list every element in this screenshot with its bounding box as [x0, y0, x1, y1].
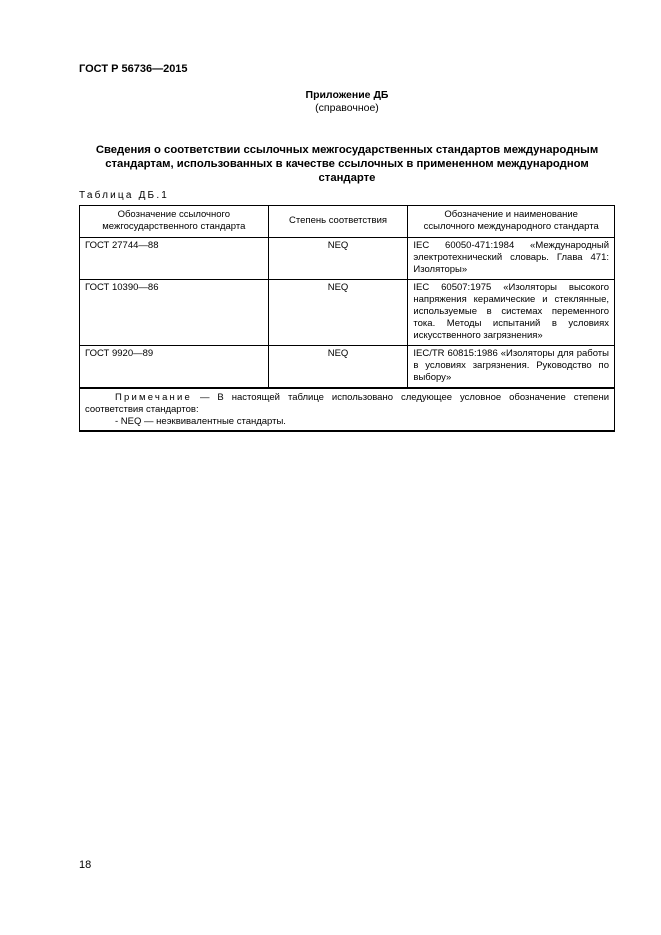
gost-cell: ГОСТ 27744—88 — [80, 238, 269, 280]
note-item: - NEQ — неэквивалентные стандарты. — [115, 416, 286, 427]
table-row — [80, 238, 615, 280]
appendix-subtitle: (справочное) — [315, 102, 379, 114]
table-caption: Таблица ДБ.1 — [79, 190, 170, 201]
document-code: ГОСТ Р 56736—2015 — [79, 63, 188, 75]
heading-line: Сведения о соответствии ссылочных межгосударственных стандартов международным — [95, 144, 599, 156]
intl-standard-cell: IEC 60050-471:1984 «Международный электротехнический словарь. Глава 471: Изоляторы» — [408, 238, 615, 280]
appendix-title: Приложение ДБ — [305, 89, 389, 101]
column-header-gost: Обозначение ссылочного межгосударственного стандарта — [80, 206, 269, 238]
note-text: — В настоящей таблице использовано следующее условное обозначение степени соответствия стандартов: — [85, 392, 609, 415]
degree-cell: NEQ — [268, 346, 408, 389]
degree-cell: NEQ — [268, 238, 408, 280]
gost-cell: ГОСТ 9920—89 — [80, 346, 269, 389]
table-note — [80, 388, 615, 431]
note-label: Примечание — [115, 392, 192, 403]
section-heading — [79, 143, 615, 185]
degree-cell: NEQ — [268, 280, 408, 346]
table-row — [80, 280, 615, 346]
table-row — [80, 346, 615, 389]
appendix-header — [79, 89, 615, 115]
correspondence-table — [79, 205, 615, 432]
intl-standard-cell: IEC/TR 60815:1986 «Изоляторы для работы в условиях загрязнения. Руководство по выбору» — [408, 346, 615, 389]
table-header-row — [80, 206, 615, 238]
page-number: 18 — [79, 859, 92, 871]
column-header-intl: Обозначение и наименование ссылочного международного стандарта — [408, 206, 615, 238]
column-header-degree: Степень соответствия — [268, 206, 408, 238]
gost-cell: ГОСТ 10390—86 — [80, 280, 269, 346]
table-note-row — [80, 388, 615, 431]
heading-line: стандарте — [318, 172, 376, 184]
heading-line: стандартам, использованных в качестве ссылочных в примененном международном — [105, 158, 589, 170]
intl-standard-cell: IEC 60507:1975 «Изоляторы высокого напряжения керамические и стеклянные, используемые в системах переменного тока. Методы испытаний в условиях искусственного загрязнения» — [408, 280, 615, 346]
